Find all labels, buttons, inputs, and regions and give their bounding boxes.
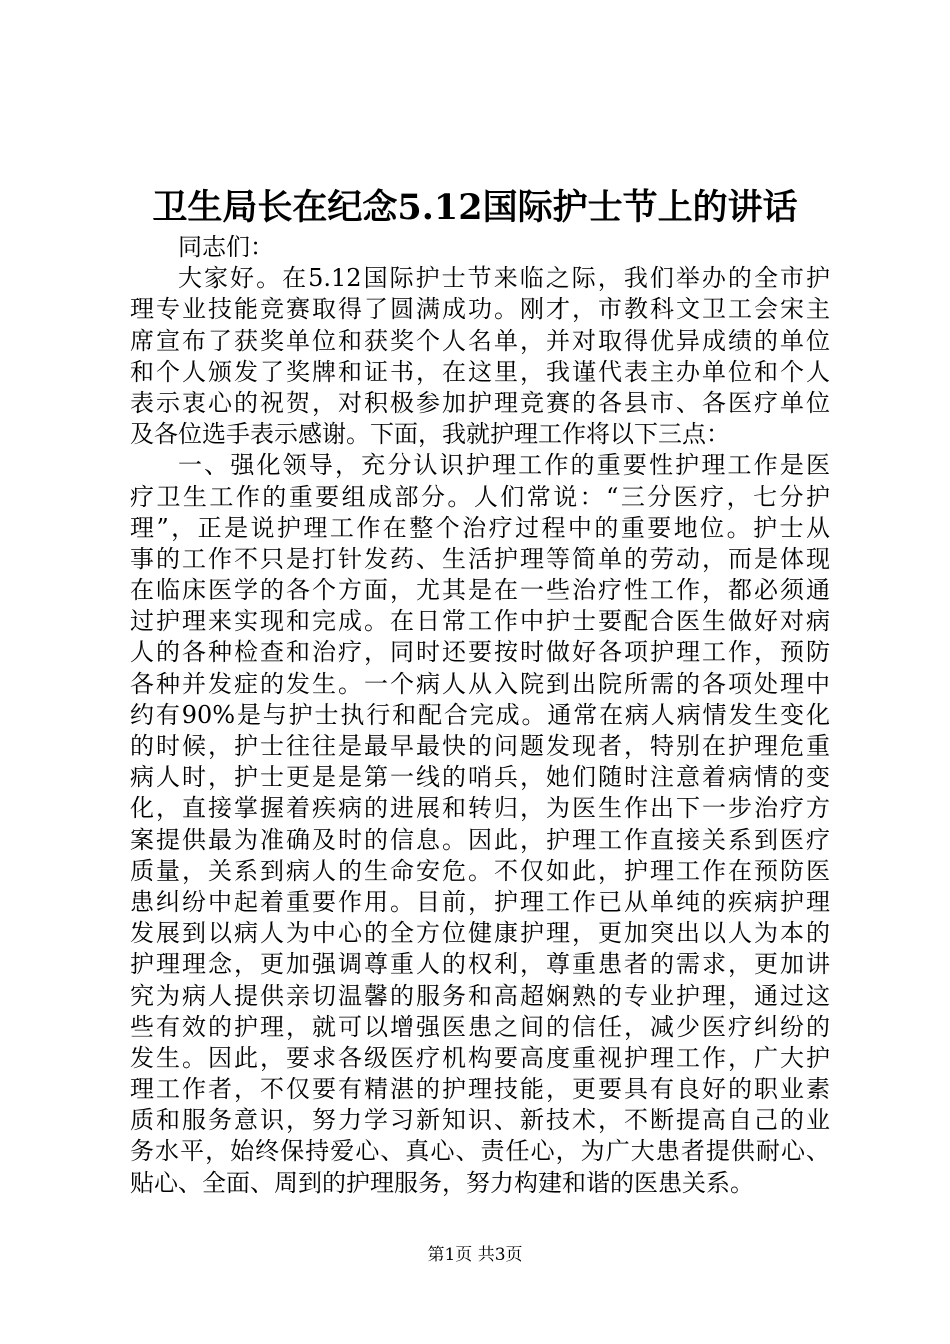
- paragraph-line: 各种并发症的发生。一个病人从入院到出院所需的各项处理中: [130, 669, 830, 698]
- paragraph-line: 发展到以病人为中心的全方位健康护理，更加突出以人为本的: [130, 919, 830, 948]
- document-title: 卫生局长在纪念5.12国际护士节上的讲话: [152, 187, 798, 228]
- paragraph-line: 案提供最为准确及时的信息。因此，护理工作直接关系到医疗: [130, 825, 830, 854]
- paragraph-line: 务水平，始终保持爱心、真心、责任心，为广大患者提供耐心、: [130, 1137, 830, 1166]
- paragraph-line: 贴心、全面、周到的护理服务，努力构建和谐的医患关系。: [130, 1168, 754, 1197]
- paragraph-line: 及各位选手表示感谢。下面，我就护理工作将以下三点：: [130, 420, 730, 449]
- paragraph-line: 究为病人提供亲切温馨的服务和高超娴熟的专业护理，通过这: [130, 981, 830, 1010]
- paragraph-line: 护理理念，更加强调尊重人的权利，尊重患者的需求，更加讲: [130, 950, 830, 979]
- paragraph-line: 表示衷心的祝贺，对积极参加护理竞赛的各县市、各医疗单位: [130, 388, 830, 417]
- paragraph-line: 的时候，护士往往是最早最快的问题发现者，特别在护理危重: [130, 732, 830, 760]
- paragraph-line: 些有效的护理，就可以增强医患之间的信任，减少医疗纠纷的: [130, 1012, 830, 1041]
- paragraph-line: 席宣布了获奖单位和获奖个人名单，并对取得优异成绩的单位: [130, 326, 830, 355]
- page-number: 第1页 共3页: [427, 1245, 523, 1265]
- paragraph-line: 质和服务意识，努力学习新知识、新技术，不断提高自己的业: [130, 1106, 830, 1135]
- paragraph-line: 化，直接掌握着疾病的进展和转归，为医生作出下一步治疗方: [130, 794, 830, 823]
- paragraph-line: 和个人颁发了奖牌和证书，在这里，我谨代表主办单位和个人: [130, 357, 830, 386]
- document-body: [130, 232, 830, 1199]
- paragraph-line: 患纠纷中起着重要作用。目前，护理工作已从单纯的疾病护理: [130, 887, 830, 916]
- salutation: 同志们：: [178, 233, 274, 261]
- paragraph-line: 事的工作不只是打针发药、生活护理等简单的劳动，而是体现: [130, 544, 830, 573]
- paragraph-line: 理专业技能竞赛取得了圆满成功。刚才，市教科文卫工会宋主: [130, 295, 830, 324]
- paragraph-line: 约有90%是与护士执行和配合完成。通常在病人病情发生变化: [130, 700, 830, 729]
- paragraph-line: 疗卫生工作的重要组成部分。人们常说：“三分医疗，七分护: [130, 482, 830, 511]
- paragraph-line: 发生。因此，要求各级医疗机构要高度重视护理工作，广大护: [130, 1043, 830, 1072]
- paragraph-line: 在临床医学的各个方面，尤其是在一些治疗性工作，都必须通: [130, 576, 830, 605]
- paragraph-line: 质量，关系到病人的生命安危。不仅如此，护理工作在预防医: [130, 856, 830, 885]
- paragraph-line: 大家好。在5.12国际护士节来临之际，我们举办的全市护: [178, 264, 830, 293]
- paragraph-line: 理”，正是说护理工作在整个治疗过程中的重要地位。护士从: [130, 513, 830, 542]
- paragraph-line: 一、强化领导，充分认识护理工作的重要性护理工作是医: [178, 451, 830, 480]
- paragraph-line: 理工作者，不仅要有精湛的护理技能，更要具有良好的职业素: [130, 1075, 830, 1104]
- paragraph-line: 过护理来实现和完成。在日常工作中护士要配合医生做好对病: [130, 607, 830, 636]
- paragraph-line: 病人时，护士更是是第一线的哨兵，她们随时注意着病情的变: [130, 763, 830, 792]
- paragraph-line: 人的各种检查和治疗，同时还要按时做好各项护理工作，预防: [130, 638, 830, 667]
